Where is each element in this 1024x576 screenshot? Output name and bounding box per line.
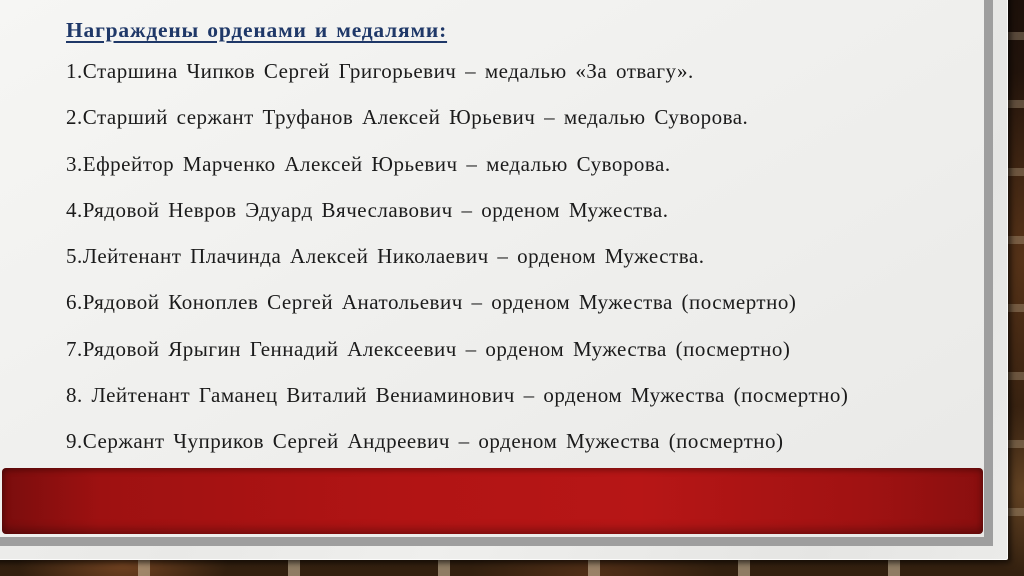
- award-item-1: 1.Старшина Чипков Сергей Григорьевич – медалью «За отвагу».: [66, 59, 694, 83]
- red-accent-bar: [2, 468, 983, 534]
- award-item-8: 8. Лейтенант Гаманец Виталий Вениаминович – орденом Мужества (посмертно): [66, 383, 849, 408]
- award-item-5: 5.Лейтенант Плачинда Алексей Николаевич – орденом Мужества.: [66, 244, 705, 269]
- award-item-6: 6.Рядовой Коноплев Сергей Анатольевич – орденом Мужества (посмертно): [66, 290, 797, 315]
- award-item-2: 2.Старший сержант Труфанов Алексей Юрьевич – медалью Суворова.: [66, 105, 749, 130]
- award-item-4: 4.Рядовой Невров Эдуард Вячеславович – орденом Мужества.: [66, 197, 669, 222]
- award-item-3: 3.Ефрейтор Марченко Алексей Юрьевич – медалью Суворова.: [66, 151, 671, 176]
- award-item-7: 7.Рядовой Ярыгин Геннадий Алексеевич – орденом Мужества (посмертно): [66, 336, 791, 361]
- slide-title: Награждены орденами и медалями:: [66, 18, 448, 42]
- awards-list: [66, 48, 848, 465]
- award-item-9: 9.Сержант Чуприков Сергей Андреевич – орденом Мужества (посмертно): [66, 429, 784, 454]
